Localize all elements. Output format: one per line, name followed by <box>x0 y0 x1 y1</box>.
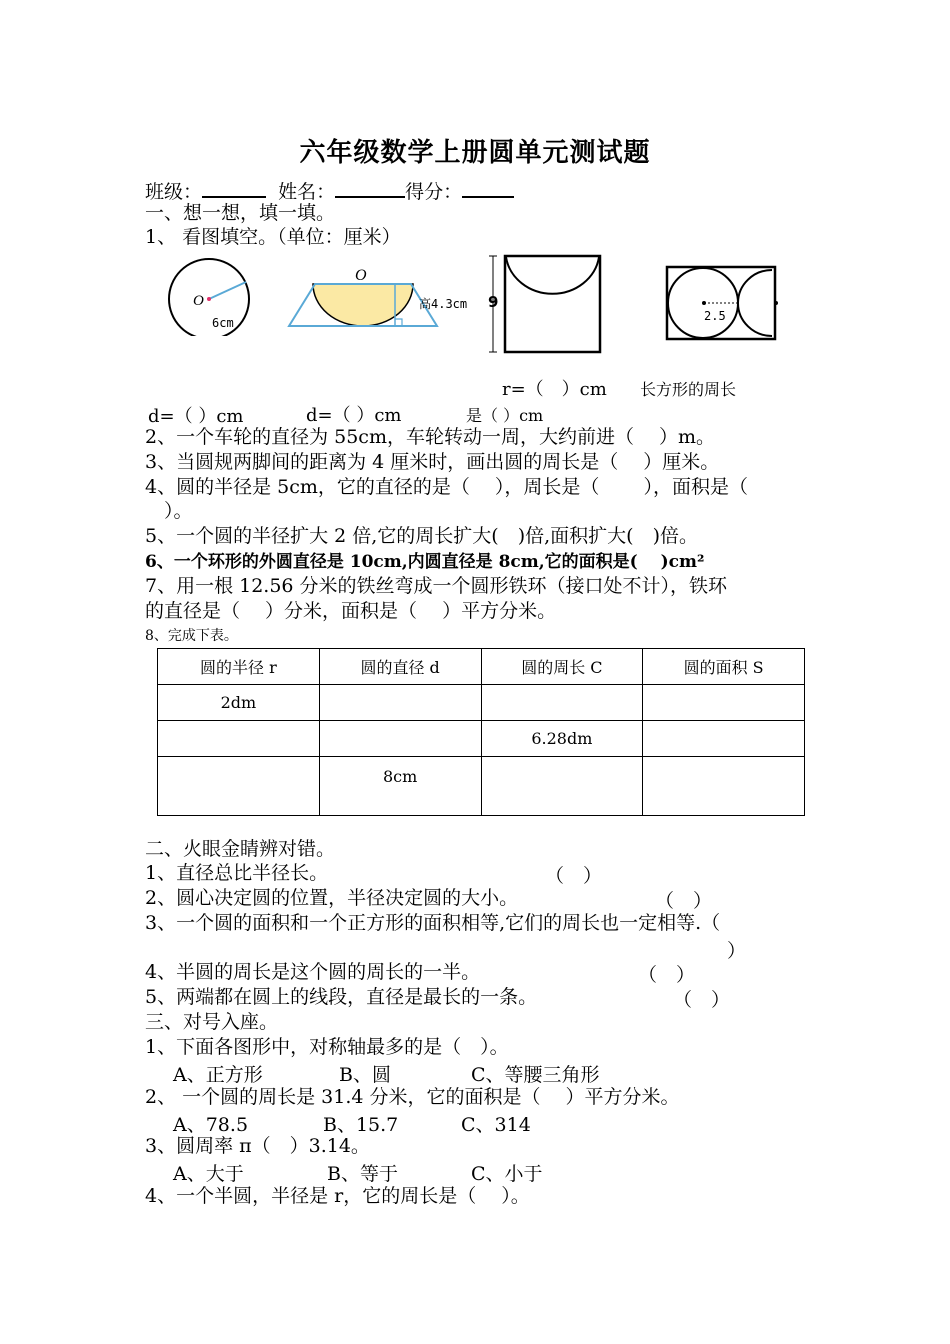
class-blank <box>202 176 266 198</box>
caption-r-blank: r=（ ）cm <box>502 379 607 400</box>
caption-rect-perimeter-2: 是（ ）cm <box>466 406 544 425</box>
section3-heading: 三、对号入座。 <box>145 1011 279 1033</box>
judge-mark-4: （ ） <box>638 964 696 986</box>
caption-d2: d=（ ）cm <box>306 405 402 426</box>
square-side-label: 9 <box>488 293 499 311</box>
judge-item-1: 1、直径总比半径长。 <box>145 862 329 884</box>
question-7: 7、用一根 12.56 分米的铁丝弯成一个圆形铁环（接口处不计），铁环 <box>145 575 728 597</box>
judge-mark-2: （ ） <box>655 890 713 912</box>
judge-item-3: 3、一个圆的面积和一个正方形的面积相等,它们的周长也一定相等.（ <box>145 912 721 934</box>
table-header: 圆的半径 r <box>158 649 320 685</box>
choice-question-4: 4、一个半圆，半径是 r，它的周长是（ ）。 <box>145 1185 530 1207</box>
header-fields <box>145 176 514 204</box>
choice-question-1: 1、下面各图形中，对称轴最多的是（ ）。 <box>145 1036 509 1058</box>
judge-mark-1: （ ） <box>545 865 603 887</box>
choice-question-2: 2、 一个圆的周长是 31.4 分米，它的面积是（ ）平方分米。 <box>145 1086 680 1108</box>
choice-option: A、78.5 <box>173 1114 249 1136</box>
table-cell <box>643 721 805 757</box>
judge-item-2: 2、圆心决定圆的位置，半径决定圆的大小。 <box>145 887 519 909</box>
judge-mark-3: ） <box>727 940 747 962</box>
table-cell <box>643 685 805 721</box>
question-8: 8、完成下表。 <box>145 628 238 644</box>
table-cell <box>481 685 643 721</box>
table-cell <box>158 757 320 816</box>
table-row <box>158 757 805 816</box>
table-cell <box>158 721 320 757</box>
table-cell: 2dm <box>158 685 320 721</box>
choice-option: C、等腰三角形 <box>471 1064 600 1086</box>
circle-center-label: O <box>193 293 204 309</box>
table-cell: 8cm <box>319 757 481 816</box>
question-3: 3、当圆规两脚间的距离为 4 厘米时，画出圆的周长是（ ）厘米。 <box>145 451 720 473</box>
circle-figure <box>160 258 260 336</box>
choice-option: C、314 <box>461 1114 531 1136</box>
table-cell <box>319 685 481 721</box>
trapezoid-height-label: 高4.3cm <box>419 297 468 311</box>
choice-option: A、正方形 <box>173 1064 263 1086</box>
table-cell <box>481 757 643 816</box>
choice-option: B、等于 <box>327 1163 398 1185</box>
section2-heading: 二、火眼金睛辨对错。 <box>145 838 336 860</box>
score-blank <box>462 176 514 198</box>
caption-d1: d=（ ）cm <box>148 406 244 427</box>
judge-item-5: 5、两端都在圆上的线段，直径是最长的一条。 <box>145 986 538 1008</box>
question-4: 4、圆的半径是 5cm，它的直径的是（ ），周长是（ ），面积是（ <box>145 476 748 498</box>
table-cell <box>643 757 805 816</box>
question-2: 2、一个车轮的直径为 55cm，车轮转动一周，大约前进（ ）m。 <box>145 426 716 448</box>
score-label: 得分： <box>405 181 463 203</box>
page-title: 六年级数学上册圆单元测试题 <box>299 138 651 168</box>
choice-option: A、大于 <box>173 1163 244 1185</box>
trapezoid-semicircle-figure <box>285 264 475 334</box>
choice-option: C、小于 <box>471 1163 543 1185</box>
question-1: 1、 看图填空。（单位：厘米） <box>145 226 401 248</box>
rectangle-circles-figure <box>664 264 780 344</box>
choice-option: B、圆 <box>339 1064 391 1086</box>
square-semicircle-figure <box>484 252 606 358</box>
table-cell: 6.28dm <box>481 721 643 757</box>
caption-rect-perimeter: 长方形的周长 <box>640 380 737 399</box>
choice-question-3: 3、圆周率 π（ ）3.14。 <box>145 1135 370 1157</box>
question-4-cont: ）。 <box>145 500 193 522</box>
semicircle-center-label: O <box>355 267 367 284</box>
table-header: 圆的周长 C <box>481 649 643 685</box>
name-blank <box>335 176 405 198</box>
question-7-cont: 的直径是（ ）分米，面积是（ ）平方分米。 <box>145 600 557 622</box>
section1-heading: 一、想一想，填一填。 <box>145 202 336 224</box>
table-header: 圆的面积 S <box>643 649 805 685</box>
rect-radius-label: 2.5 <box>704 309 726 323</box>
class-label: 班级： <box>145 181 203 203</box>
table-row <box>158 685 805 721</box>
choice-option: B、15.7 <box>323 1114 399 1136</box>
judge-mark-5: （ ） <box>673 989 731 1011</box>
table-header: 圆的直径 d <box>319 649 481 685</box>
judge-item-4: 4、半圆的周长是这个圆的周长的一半。 <box>145 961 481 983</box>
table-cell <box>319 721 481 757</box>
table-row <box>158 721 805 757</box>
name-label: 姓名： <box>278 181 336 203</box>
circle-radius-label: 6cm <box>212 316 234 330</box>
circle-table <box>157 648 805 816</box>
question-6: 6、一个环形的外圆直径是 10cm,内圆直径是 8cm,它的面积是( )cm² <box>145 552 705 572</box>
question-5: 5、一个圆的半径扩大 2 倍,它的周长扩大( )倍,面积扩大( )倍。 <box>145 525 698 547</box>
